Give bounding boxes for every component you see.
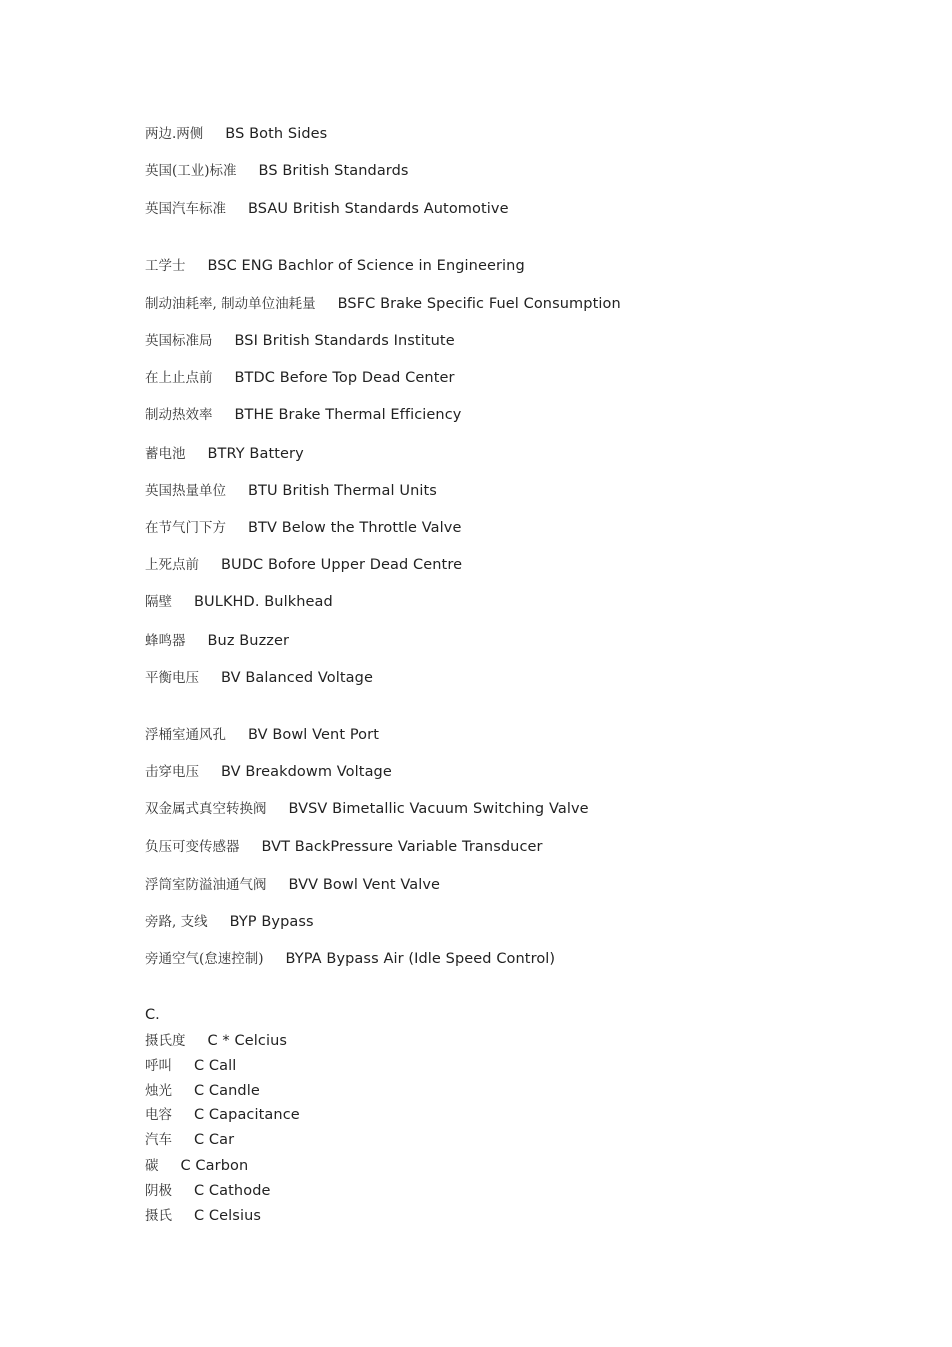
section-heading-c: C. (145, 1007, 160, 1023)
entry-chinese: 制动油耗率, 制动单位油耗量 (145, 296, 316, 312)
entry-chinese: 双金属式真空转换阀 (145, 801, 267, 817)
entry-english: BVV Bowl Vent Valve (288, 877, 441, 893)
entry-row (145, 1130, 234, 1150)
entry-row (145, 631, 289, 651)
entry-english: BYPA Bypass Air (Idle Speed Control) (285, 951, 556, 967)
entry-chinese: 蓄电池 (145, 446, 186, 462)
entry-row (145, 161, 409, 181)
entry-row (145, 668, 373, 688)
entry-chinese: 平衡电压 (145, 670, 199, 686)
entry-english: C Car (194, 1132, 235, 1148)
entry-chinese: 英国汽车标准 (145, 201, 226, 217)
entry-chinese: 在上止点前 (145, 370, 213, 386)
entry-english: BS British Standards (258, 163, 409, 179)
entry-row (145, 1181, 271, 1201)
entry-english: C Capacitance (194, 1107, 300, 1123)
entry-chinese: 阴极 (145, 1183, 172, 1199)
entry-chinese: 汽车 (145, 1132, 172, 1148)
entry-row (145, 592, 333, 612)
entry-row (145, 1206, 261, 1226)
entry-english: C Carbon (180, 1158, 249, 1174)
entry-chinese: 英国(工业)标准 (145, 163, 237, 179)
entry-row (145, 725, 379, 745)
entry-english: BV Balanced Voltage (221, 670, 373, 686)
entry-english: BTHE Brake Thermal Efficiency (234, 407, 462, 423)
entry-chinese: 蜂鸣器 (145, 633, 186, 649)
entry-row (145, 762, 392, 782)
entry-english: BYP Bypass (229, 914, 314, 930)
entry-english: BTU British Thermal Units (248, 483, 437, 499)
entry-english: BVT BackPressure Variable Transducer (261, 839, 543, 855)
entry-chinese: 隔壁 (145, 594, 172, 610)
entry-english: BVSV Bimetallic Vacuum Switching Valve (288, 801, 589, 817)
entry-row (145, 1156, 248, 1176)
entry-chinese: 英国标准局 (145, 333, 213, 349)
entry-row (145, 1105, 300, 1125)
entry-english: BV Breakdowm Voltage (221, 764, 392, 780)
entry-row (145, 518, 461, 538)
entry-row (145, 875, 440, 895)
entry-english: BTV Below the Throttle Valve (248, 520, 462, 536)
entry-chinese: 呼叫 (145, 1058, 172, 1074)
entry-english: BTDC Before Top Dead Center (234, 370, 455, 386)
entry-chinese: 在节气门下方 (145, 520, 226, 536)
entry-row (145, 1031, 287, 1051)
entry-chinese: 浮筒室防溢油通气阀 (145, 877, 267, 893)
entry-chinese: 烛光 (145, 1083, 172, 1099)
entry-row (145, 124, 327, 144)
entry-english: BSC ENG Bachlor of Science in Engineering (207, 258, 525, 274)
entry-english: C * Celcius (207, 1033, 288, 1049)
entry-english: Buz Buzzer (207, 633, 290, 649)
entry-row (145, 294, 621, 314)
entry-chinese: 制动热效率 (145, 407, 213, 423)
entry-english: BTRY Battery (207, 446, 304, 462)
entry-row (145, 331, 455, 351)
entry-chinese: 旁路, 支线 (145, 914, 208, 930)
entry-chinese: 英国热量单位 (145, 483, 226, 499)
entry-chinese: 旁通空气(怠速控制) (145, 951, 264, 967)
entry-chinese: 负压可变传感器 (145, 839, 240, 855)
entry-row (145, 1081, 260, 1101)
entry-row (145, 799, 589, 819)
entry-chinese: 上死点前 (145, 557, 199, 573)
entry-english: BV Bowl Vent Port (248, 727, 379, 743)
entry-row (145, 368, 455, 388)
entry-english: BSFC Brake Specific Fuel Consumption (337, 296, 621, 312)
entry-english: C Candle (194, 1083, 260, 1099)
entry-chinese: 击穿电压 (145, 764, 199, 780)
entry-row (145, 256, 525, 276)
entry-row (145, 949, 555, 969)
entry-english: BSAU British Standards Automotive (248, 201, 509, 217)
entry-english: BS Both Sides (225, 126, 328, 142)
entry-chinese: 电容 (145, 1107, 172, 1123)
entry-row (145, 405, 461, 425)
entry-chinese: 摄氏度 (145, 1033, 186, 1049)
entry-english: BULKHD. Bulkhead (194, 594, 333, 610)
entry-english: BUDC Bofore Upper Dead Centre (221, 557, 463, 573)
entry-english: BSI British Standards Institute (234, 333, 455, 349)
entry-english: C Call (194, 1058, 237, 1074)
entry-chinese: 工学士 (145, 258, 186, 274)
entry-row (145, 912, 314, 932)
entry-row (145, 481, 437, 501)
entry-chinese: 浮桶室通风孔 (145, 727, 226, 743)
entry-english: C Cathode (194, 1183, 271, 1199)
entry-english: C Celsius (194, 1208, 262, 1224)
entry-row (145, 444, 304, 464)
entry-row (145, 837, 543, 857)
entry-chinese: 摄氏 (145, 1208, 172, 1224)
entry-row (145, 199, 509, 219)
entry-chinese: 碳 (145, 1158, 159, 1174)
entry-row (145, 1056, 236, 1076)
entry-row (145, 555, 462, 575)
entry-chinese: 两边.两侧 (145, 126, 204, 142)
